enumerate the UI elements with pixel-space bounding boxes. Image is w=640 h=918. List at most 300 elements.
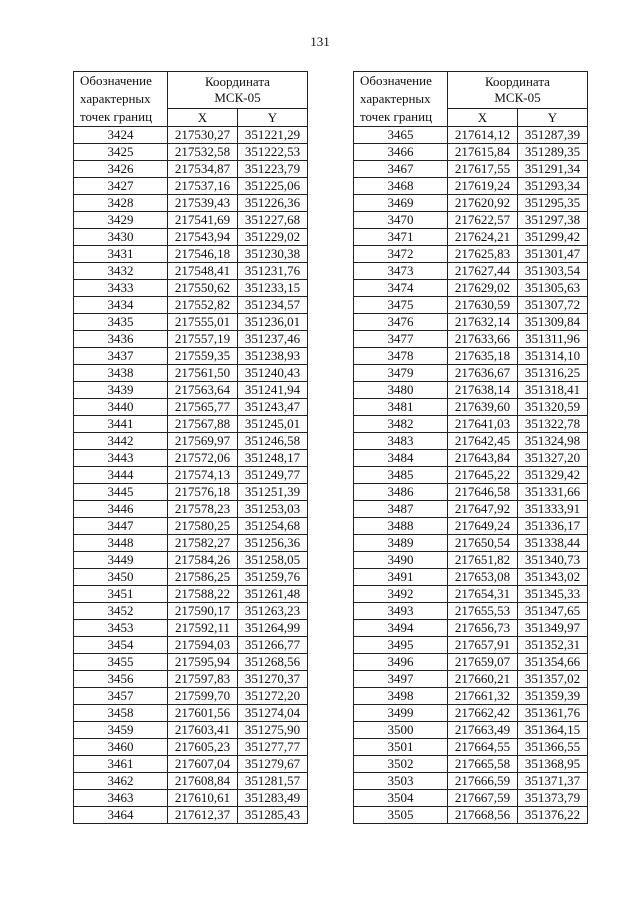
- table-row: [354, 297, 588, 314]
- table-row: [354, 331, 588, 348]
- header-label-line: Обозначение: [360, 73, 432, 88]
- coord-y-cell: 351222,53: [238, 144, 308, 161]
- table-row: [354, 569, 588, 586]
- header-y: Y: [518, 109, 588, 127]
- coord-y-cell: 351285,43: [238, 807, 308, 824]
- point-id-cell: 3487: [354, 501, 448, 518]
- coord-y-cell: 351245,01: [238, 416, 308, 433]
- point-id-cell: 3452: [74, 603, 168, 620]
- point-id-cell: 3464: [74, 807, 168, 824]
- table-row: [354, 229, 588, 246]
- point-id-cell: 3461: [74, 756, 168, 773]
- coord-x-cell: 217660,21: [448, 671, 518, 688]
- coord-y-cell: 351225,06: [238, 178, 308, 195]
- coord-y-cell: 351364,15: [518, 722, 588, 739]
- point-id-cell: 3447: [74, 518, 168, 535]
- coord-x-cell: 217617,55: [448, 161, 518, 178]
- coord-y-cell: 351311,96: [518, 331, 588, 348]
- table-row: [354, 348, 588, 365]
- coord-x-cell: 217543,94: [168, 229, 238, 246]
- table-row: [354, 671, 588, 688]
- coord-x-cell: 217622,57: [448, 212, 518, 229]
- point-id-cell: 3504: [354, 790, 448, 807]
- coord-y-cell: 351291,34: [518, 161, 588, 178]
- coord-x-cell: 217559,35: [168, 348, 238, 365]
- point-id-cell: 3443: [74, 450, 168, 467]
- coord-y-cell: 351231,76: [238, 263, 308, 280]
- table-row: [74, 382, 308, 399]
- point-id-cell: 3428: [74, 195, 168, 212]
- point-id-cell: 3444: [74, 467, 168, 484]
- table-row: [354, 637, 588, 654]
- coord-y-cell: 351268,56: [238, 654, 308, 671]
- header-coordinate-group: [448, 72, 588, 109]
- coord-x-cell: 217662,42: [448, 705, 518, 722]
- point-id-cell: 3462: [74, 773, 168, 790]
- coord-x-cell: 217608,84: [168, 773, 238, 790]
- point-id-cell: 3502: [354, 756, 448, 773]
- table-row: [354, 705, 588, 722]
- coord-x-cell: 217610,61: [168, 790, 238, 807]
- coord-x-cell: 217633,66: [448, 331, 518, 348]
- table-row: [74, 688, 308, 705]
- point-id-cell: 3466: [354, 144, 448, 161]
- header-point-label: [74, 72, 168, 127]
- coord-y-cell: 351259,76: [238, 569, 308, 586]
- point-id-cell: 3460: [74, 739, 168, 756]
- point-id-cell: 3445: [74, 484, 168, 501]
- table-row: [74, 365, 308, 382]
- coord-x-cell: 217647,92: [448, 501, 518, 518]
- table-row: [354, 518, 588, 535]
- table-row: [74, 433, 308, 450]
- point-id-cell: 3491: [354, 569, 448, 586]
- point-id-cell: 3446: [74, 501, 168, 518]
- table-row: [74, 212, 308, 229]
- coord-y-cell: 351293,34: [518, 178, 588, 195]
- table-row: [354, 467, 588, 484]
- point-id-cell: 3490: [354, 552, 448, 569]
- coord-x-cell: 217659,07: [448, 654, 518, 671]
- point-id-cell: 3454: [74, 637, 168, 654]
- coord-y-cell: 351309,84: [518, 314, 588, 331]
- table-row: [74, 280, 308, 297]
- coord-x-cell: 217539,43: [168, 195, 238, 212]
- coord-y-cell: 351253,03: [238, 501, 308, 518]
- header-label-line: характерных: [360, 91, 431, 106]
- coord-x-cell: 217599,70: [168, 688, 238, 705]
- coord-y-cell: 351227,68: [238, 212, 308, 229]
- point-id-cell: 3476: [354, 314, 448, 331]
- coord-x-cell: 217563,64: [168, 382, 238, 399]
- table-row: [74, 773, 308, 790]
- table-row: [354, 450, 588, 467]
- table-row: [354, 773, 588, 790]
- point-id-cell: 3430: [74, 229, 168, 246]
- point-id-cell: 3475: [354, 297, 448, 314]
- coord-x-cell: 217590,17: [168, 603, 238, 620]
- coord-y-cell: 351333,91: [518, 501, 588, 518]
- coord-y-cell: 351223,79: [238, 161, 308, 178]
- coord-x-cell: 217632,14: [448, 314, 518, 331]
- coord-x-cell: 217552,82: [168, 297, 238, 314]
- point-id-cell: 3486: [354, 484, 448, 501]
- coord-x-cell: 217624,21: [448, 229, 518, 246]
- coord-y-cell: 351371,37: [518, 773, 588, 790]
- coord-y-cell: 351366,55: [518, 739, 588, 756]
- coord-y-cell: 351248,17: [238, 450, 308, 467]
- coord-x-cell: 217580,25: [168, 518, 238, 535]
- coord-y-cell: 351275,90: [238, 722, 308, 739]
- point-id-cell: 3493: [354, 603, 448, 620]
- coord-y-cell: 351251,39: [238, 484, 308, 501]
- coord-x-cell: 217646,58: [448, 484, 518, 501]
- coordinates-table-right: [353, 71, 588, 824]
- coord-y-cell: 351324,98: [518, 433, 588, 450]
- point-id-cell: 3439: [74, 382, 168, 399]
- point-id-cell: 3448: [74, 535, 168, 552]
- coord-y-cell: 351237,46: [238, 331, 308, 348]
- table-row: [74, 518, 308, 535]
- coordinates-table-left: [73, 71, 308, 824]
- coord-y-cell: 351289,35: [518, 144, 588, 161]
- table-row: [354, 365, 588, 382]
- coord-y-cell: 351320,59: [518, 399, 588, 416]
- coord-y-cell: 351270,37: [238, 671, 308, 688]
- coord-x-cell: 217654,31: [448, 586, 518, 603]
- header-x: X: [168, 109, 238, 127]
- table-row: [74, 450, 308, 467]
- table-row: [74, 348, 308, 365]
- coord-x-cell: 217643,84: [448, 450, 518, 467]
- point-id-cell: 3457: [74, 688, 168, 705]
- coord-x-cell: 217548,41: [168, 263, 238, 280]
- coord-y-cell: 351338,44: [518, 535, 588, 552]
- coord-y-cell: 351357,02: [518, 671, 588, 688]
- coord-y-cell: 351307,72: [518, 297, 588, 314]
- header-label-line: точек границ: [360, 109, 433, 124]
- coord-y-cell: 351305,63: [518, 280, 588, 297]
- point-id-cell: 3441: [74, 416, 168, 433]
- point-id-cell: 3505: [354, 807, 448, 824]
- table-row: [74, 331, 308, 348]
- coord-x-cell: 217657,91: [448, 637, 518, 654]
- table-row: [74, 620, 308, 637]
- point-id-cell: 3492: [354, 586, 448, 603]
- coord-y-cell: 351373,79: [518, 790, 588, 807]
- table-row: [74, 416, 308, 433]
- table-row: [354, 501, 588, 518]
- table-row: [354, 586, 588, 603]
- coord-x-cell: 217639,60: [448, 399, 518, 416]
- coord-y-cell: 351376,22: [518, 807, 588, 824]
- coord-x-cell: 217578,23: [168, 501, 238, 518]
- coord-y-cell: 351281,57: [238, 773, 308, 790]
- table-row: [74, 552, 308, 569]
- table-row: [354, 195, 588, 212]
- point-id-cell: 3479: [354, 365, 448, 382]
- coord-y-cell: 351314,10: [518, 348, 588, 365]
- table-row: [74, 467, 308, 484]
- point-id-cell: 3485: [354, 467, 448, 484]
- coord-y-cell: 351236,01: [238, 314, 308, 331]
- coord-y-cell: 351272,20: [238, 688, 308, 705]
- table-row: [74, 535, 308, 552]
- coord-y-cell: 351230,38: [238, 246, 308, 263]
- coord-x-cell: 217586,25: [168, 569, 238, 586]
- table-row: [74, 739, 308, 756]
- header-coordinate-group: [168, 72, 308, 109]
- coord-x-cell: 217541,69: [168, 212, 238, 229]
- table-row: [74, 807, 308, 824]
- coord-x-cell: 217569,97: [168, 433, 238, 450]
- coord-y-cell: 351336,17: [518, 518, 588, 535]
- point-id-cell: 3474: [354, 280, 448, 297]
- table-row: [354, 790, 588, 807]
- coord-x-cell: 217661,32: [448, 688, 518, 705]
- point-id-cell: 3438: [74, 365, 168, 382]
- table-row: [74, 161, 308, 178]
- coord-y-cell: 351349,97: [518, 620, 588, 637]
- table-row: [354, 399, 588, 416]
- table-row: [354, 484, 588, 501]
- point-id-cell: 3434: [74, 297, 168, 314]
- point-id-cell: 3469: [354, 195, 448, 212]
- coord-y-cell: 351254,68: [238, 518, 308, 535]
- coord-x-cell: 217645,22: [448, 467, 518, 484]
- coord-y-cell: 351261,48: [238, 586, 308, 603]
- point-id-cell: 3477: [354, 331, 448, 348]
- coord-y-cell: 351299,42: [518, 229, 588, 246]
- table-row: [74, 569, 308, 586]
- coord-y-cell: 351258,05: [238, 552, 308, 569]
- header-coord-system: МСК-05: [494, 90, 541, 105]
- table-row: [354, 161, 588, 178]
- coord-x-cell: 217620,92: [448, 195, 518, 212]
- table-row: [354, 688, 588, 705]
- coord-x-cell: 217550,62: [168, 280, 238, 297]
- table-row: [74, 246, 308, 263]
- table-row: [354, 144, 588, 161]
- table-row: [354, 722, 588, 739]
- coord-x-cell: 217638,14: [448, 382, 518, 399]
- coord-x-cell: 217625,83: [448, 246, 518, 263]
- coord-x-cell: 217588,22: [168, 586, 238, 603]
- coord-x-cell: 217665,58: [448, 756, 518, 773]
- coord-x-cell: 217607,04: [168, 756, 238, 773]
- coord-y-cell: 351277,77: [238, 739, 308, 756]
- coord-y-cell: 351368,95: [518, 756, 588, 773]
- coord-y-cell: 351318,41: [518, 382, 588, 399]
- coord-y-cell: 351347,65: [518, 603, 588, 620]
- point-id-cell: 3501: [354, 739, 448, 756]
- coord-y-cell: 351352,31: [518, 637, 588, 654]
- point-id-cell: 3429: [74, 212, 168, 229]
- coord-x-cell: 217546,18: [168, 246, 238, 263]
- point-id-cell: 3442: [74, 433, 168, 450]
- table-row: [74, 195, 308, 212]
- coord-y-cell: 351234,57: [238, 297, 308, 314]
- coord-x-cell: 217668,56: [448, 807, 518, 824]
- table-row: [354, 212, 588, 229]
- coord-x-cell: 217572,06: [168, 450, 238, 467]
- table-row: [354, 552, 588, 569]
- coord-x-cell: 217532,58: [168, 144, 238, 161]
- coord-y-cell: 351301,47: [518, 246, 588, 263]
- point-id-cell: 3440: [74, 399, 168, 416]
- point-id-cell: 3436: [74, 331, 168, 348]
- table-row: [354, 654, 588, 671]
- table-row: [74, 586, 308, 603]
- coord-x-cell: 217592,11: [168, 620, 238, 637]
- coord-y-cell: 351283,49: [238, 790, 308, 807]
- point-id-cell: 3471: [354, 229, 448, 246]
- coord-y-cell: 351340,73: [518, 552, 588, 569]
- table-row: [74, 314, 308, 331]
- header-point-label: [354, 72, 448, 127]
- coord-y-cell: 351240,43: [238, 365, 308, 382]
- coord-x-cell: 217555,01: [168, 314, 238, 331]
- header-label-line: точек границ: [80, 109, 153, 124]
- point-id-cell: 3496: [354, 654, 448, 671]
- coord-x-cell: 217576,18: [168, 484, 238, 501]
- point-id-cell: 3432: [74, 263, 168, 280]
- point-id-cell: 3435: [74, 314, 168, 331]
- table-row: [354, 807, 588, 824]
- point-id-cell: 3453: [74, 620, 168, 637]
- table-row: [74, 178, 308, 195]
- coord-x-cell: 217651,82: [448, 552, 518, 569]
- coord-x-cell: 217584,26: [168, 552, 238, 569]
- coord-x-cell: 217597,83: [168, 671, 238, 688]
- coord-y-cell: 351316,25: [518, 365, 588, 382]
- coord-y-cell: 351359,39: [518, 688, 588, 705]
- table-row: [354, 535, 588, 552]
- coord-x-cell: 217565,77: [168, 399, 238, 416]
- point-id-cell: 3499: [354, 705, 448, 722]
- coord-y-cell: 351263,23: [238, 603, 308, 620]
- coord-y-cell: 351274,04: [238, 705, 308, 722]
- coord-y-cell: 351241,94: [238, 382, 308, 399]
- table-row: [354, 246, 588, 263]
- table-row: [74, 637, 308, 654]
- coord-x-cell: 217601,56: [168, 705, 238, 722]
- coord-x-cell: 217641,03: [448, 416, 518, 433]
- header-label-line: характерных: [80, 91, 151, 106]
- table-row: [74, 756, 308, 773]
- point-id-cell: 3478: [354, 348, 448, 365]
- point-id-cell: 3427: [74, 178, 168, 195]
- point-id-cell: 3437: [74, 348, 168, 365]
- point-id-cell: 3495: [354, 637, 448, 654]
- table-row: [74, 484, 308, 501]
- table-row: [354, 263, 588, 280]
- coord-x-cell: 217667,59: [448, 790, 518, 807]
- table-row: [354, 739, 588, 756]
- point-id-cell: 3426: [74, 161, 168, 178]
- coord-x-cell: 217530,27: [168, 127, 238, 144]
- table-row: [74, 263, 308, 280]
- coord-y-cell: 351264,99: [238, 620, 308, 637]
- coord-x-cell: 217629,02: [448, 280, 518, 297]
- table-row: [74, 790, 308, 807]
- point-id-cell: 3482: [354, 416, 448, 433]
- point-id-cell: 3431: [74, 246, 168, 263]
- point-id-cell: 3488: [354, 518, 448, 535]
- table-row: [354, 620, 588, 637]
- point-id-cell: 3472: [354, 246, 448, 263]
- coord-x-cell: 217615,84: [448, 144, 518, 161]
- table-row: [354, 280, 588, 297]
- point-id-cell: 3489: [354, 535, 448, 552]
- coord-y-cell: 351287,39: [518, 127, 588, 144]
- coord-y-cell: 351243,47: [238, 399, 308, 416]
- header-y: Y: [238, 109, 308, 127]
- coord-x-cell: 217534,87: [168, 161, 238, 178]
- point-id-cell: 3456: [74, 671, 168, 688]
- point-id-cell: 3470: [354, 212, 448, 229]
- coord-y-cell: 351266,77: [238, 637, 308, 654]
- coord-y-cell: 351238,93: [238, 348, 308, 365]
- table-row: [354, 382, 588, 399]
- coord-x-cell: 217656,73: [448, 620, 518, 637]
- coord-x-cell: 217557,19: [168, 331, 238, 348]
- coord-y-cell: 351345,33: [518, 586, 588, 603]
- coord-x-cell: 217619,24: [448, 178, 518, 195]
- coord-y-cell: 351327,20: [518, 450, 588, 467]
- point-id-cell: 3483: [354, 433, 448, 450]
- header-coord-title: Координата: [205, 74, 270, 89]
- coord-y-cell: 351249,77: [238, 467, 308, 484]
- coord-y-cell: 351303,54: [518, 263, 588, 280]
- table-row: [74, 654, 308, 671]
- coord-x-cell: 217627,44: [448, 263, 518, 280]
- coord-x-cell: 217653,08: [448, 569, 518, 586]
- coord-x-cell: 217655,53: [448, 603, 518, 620]
- coord-y-cell: 351246,58: [238, 433, 308, 450]
- table-row: [354, 127, 588, 144]
- coord-y-cell: 351361,76: [518, 705, 588, 722]
- page-number: 131: [310, 34, 330, 49]
- coord-y-cell: 351322,78: [518, 416, 588, 433]
- coord-x-cell: 217595,94: [168, 654, 238, 671]
- table-row: [354, 314, 588, 331]
- point-id-cell: 3465: [354, 127, 448, 144]
- point-id-cell: 3468: [354, 178, 448, 195]
- coord-x-cell: 217650,54: [448, 535, 518, 552]
- header-coord-title: Координата: [485, 74, 550, 89]
- coord-y-cell: 351331,66: [518, 484, 588, 501]
- coord-y-cell: 351297,38: [518, 212, 588, 229]
- coord-y-cell: 351295,35: [518, 195, 588, 212]
- point-id-cell: 3481: [354, 399, 448, 416]
- coord-x-cell: 217561,50: [168, 365, 238, 382]
- coord-x-cell: 217537,16: [168, 178, 238, 195]
- point-id-cell: 3449: [74, 552, 168, 569]
- table-row: [74, 144, 308, 161]
- coord-y-cell: 351229,02: [238, 229, 308, 246]
- table-row: [74, 671, 308, 688]
- table-row: [74, 399, 308, 416]
- point-id-cell: 3425: [74, 144, 168, 161]
- point-id-cell: 3480: [354, 382, 448, 399]
- point-id-cell: 3459: [74, 722, 168, 739]
- table-row: [74, 229, 308, 246]
- coord-x-cell: 217603,41: [168, 722, 238, 739]
- table-row: [354, 603, 588, 620]
- point-id-cell: 3503: [354, 773, 448, 790]
- point-id-cell: 3498: [354, 688, 448, 705]
